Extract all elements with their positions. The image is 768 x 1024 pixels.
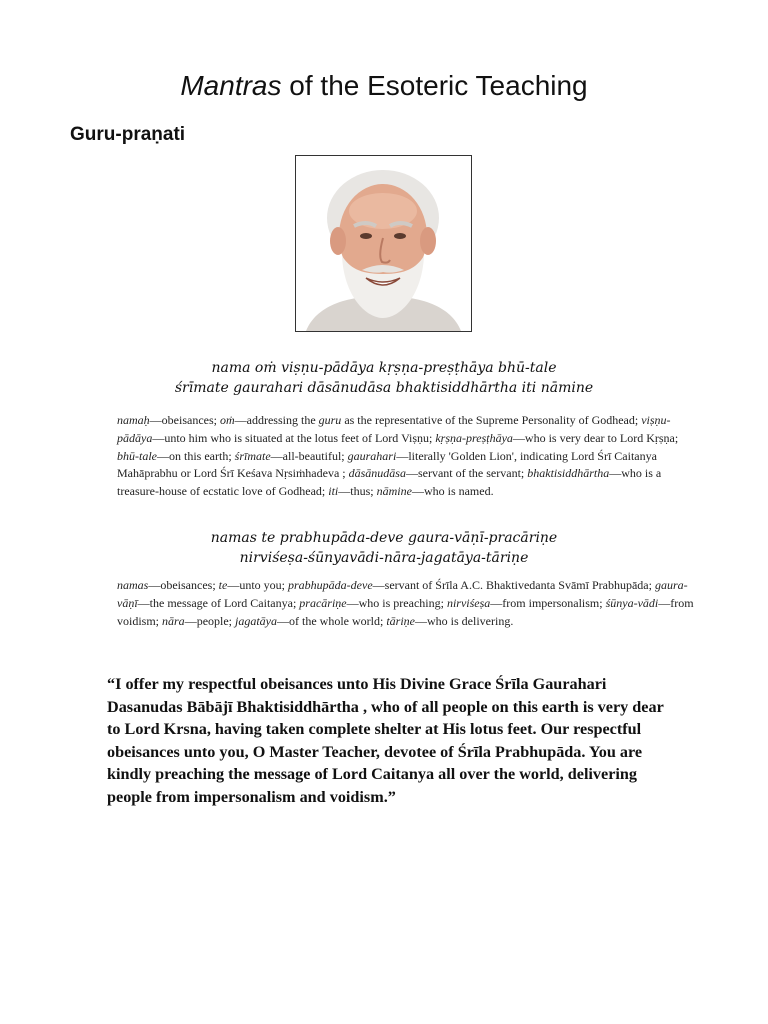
gloss-definition: —servant of Śrīla A.C. Bhaktivedanta Svāmī Prabhupāda; [372, 578, 655, 592]
gloss-term: viṣṇu-pādāya [117, 413, 671, 445]
gloss-definition: —obeisances; [148, 578, 219, 592]
gloss-definition: —people; [184, 613, 236, 628]
gloss-definition: —who is delivering. [415, 613, 514, 628]
page-title-italic: Mantras [180, 70, 282, 101]
gloss-definition: as the representative of the Supreme Personality of Godhead; [341, 413, 642, 427]
gloss-term: te [218, 578, 228, 592]
gloss-term: bhū-tale [117, 448, 157, 463]
gloss-definition: —who is preaching; [346, 595, 447, 610]
gloss-term: oṁ [219, 413, 235, 427]
verse-2-line-2: nirviśeṣa-śūnyavādi-nāra-jagatāya-tāriṇe [239, 550, 529, 566]
gloss-term: guru [318, 413, 342, 427]
gloss-definition: —literally 'Golden Lion', indicating Lord Śrī Caitanya Mahāprabhu or Lord Śrī Keśava Nṛsiṁhadeva ; [117, 448, 657, 481]
gloss-term: nāmine [376, 484, 412, 499]
page-title-rest: of the Esoteric Teaching [281, 70, 588, 101]
gloss-term: gaurahari [347, 448, 397, 463]
gloss-definition: —who is a treasure-house of ecstatic love of Godhead; [117, 466, 662, 499]
gloss-term: kṛṣṇa-preṣṭhāya [435, 430, 513, 445]
gloss-definition: —from voidism; [117, 595, 694, 628]
mantra-verse-2 [0, 528, 768, 568]
gloss-term: jagatāya [235, 613, 278, 628]
gloss-term: śrīmate [234, 448, 271, 463]
gloss-definition: —who is named. [411, 484, 494, 499]
gloss-definition: —obeisances; [149, 413, 220, 427]
gloss-definition: —addressing the [234, 413, 319, 427]
verse-2-line-1: namas te prabhupāda-deve gaura-vāṇī-pracāriṇe [210, 530, 558, 546]
gloss-definition: —unto him who is situated at the lotus feet of Lord Viṣṇu; [152, 430, 436, 445]
mantra-verse-1 [0, 358, 768, 398]
gloss-definition: —on this earth; [157, 448, 235, 463]
gloss-term: gaura-vāṇī [117, 578, 688, 610]
verse-1-line-1: nama oṁ viṣṇu-pādāya kṛṣṇa-preṣṭhāya bhū-tale [211, 360, 557, 376]
section-heading: Guru-praṇati [70, 124, 186, 145]
gloss-term: nirviśeṣa [446, 595, 491, 610]
gloss-definition: —thus; [338, 484, 377, 499]
gloss-definition: —from impersonalism; [490, 595, 606, 610]
gloss-term: iti [328, 484, 339, 499]
gloss-definition: —unto you; [227, 578, 288, 592]
verse-1-line-2: śrīmate gaurahari dāsānudāsa bhaktisiddhārtha iti nāmine [174, 380, 594, 396]
guru-photo [295, 155, 472, 332]
gloss-term: prabhupāda-deve [288, 578, 373, 592]
gloss-definition: —the message of Lord Caitanya; [137, 595, 300, 610]
gloss-definition: —who is very dear to Lord Kṛṣṇa; [512, 430, 679, 445]
gloss-definition: —servant of the servant; [405, 466, 528, 481]
gloss-term: namaḥ [117, 413, 150, 427]
gloss-term: śūnya-vādi [605, 595, 659, 610]
gloss-definition: —all-beautiful; [270, 448, 348, 463]
gloss-term: bhaktisiddhārtha [527, 466, 610, 481]
gloss-term: tāriṇe [386, 613, 415, 628]
portrait-image [296, 156, 471, 331]
page-title [0, 70, 768, 102]
gloss-definition: —of the whole world; [277, 613, 387, 628]
prayer-quote: “I offer my respectful obeisances unto His Divine Grace Śrīla Gaurahari Dasanudas Bābājī Bhaktisiddhārtha , who of all people on this earth is very dear to Lord Krsna, having taken complete shelter at His lotus feet. Our respectful obeisances unto you, O Master Teacher, devotee of Śrīla Prabhupāda. You are kindly preaching the message of Lord Caitanya all over the world, delivering people from impersonalism and voidism.” [107, 675, 664, 806]
gloss-term: dāsānudāsa [348, 466, 406, 481]
word-gloss-2 [117, 577, 697, 630]
gloss-term: nāra [162, 613, 185, 628]
gloss-term: pracāriṇe [299, 595, 347, 610]
gloss-term: namas [117, 578, 149, 592]
word-gloss-1 [117, 412, 697, 501]
